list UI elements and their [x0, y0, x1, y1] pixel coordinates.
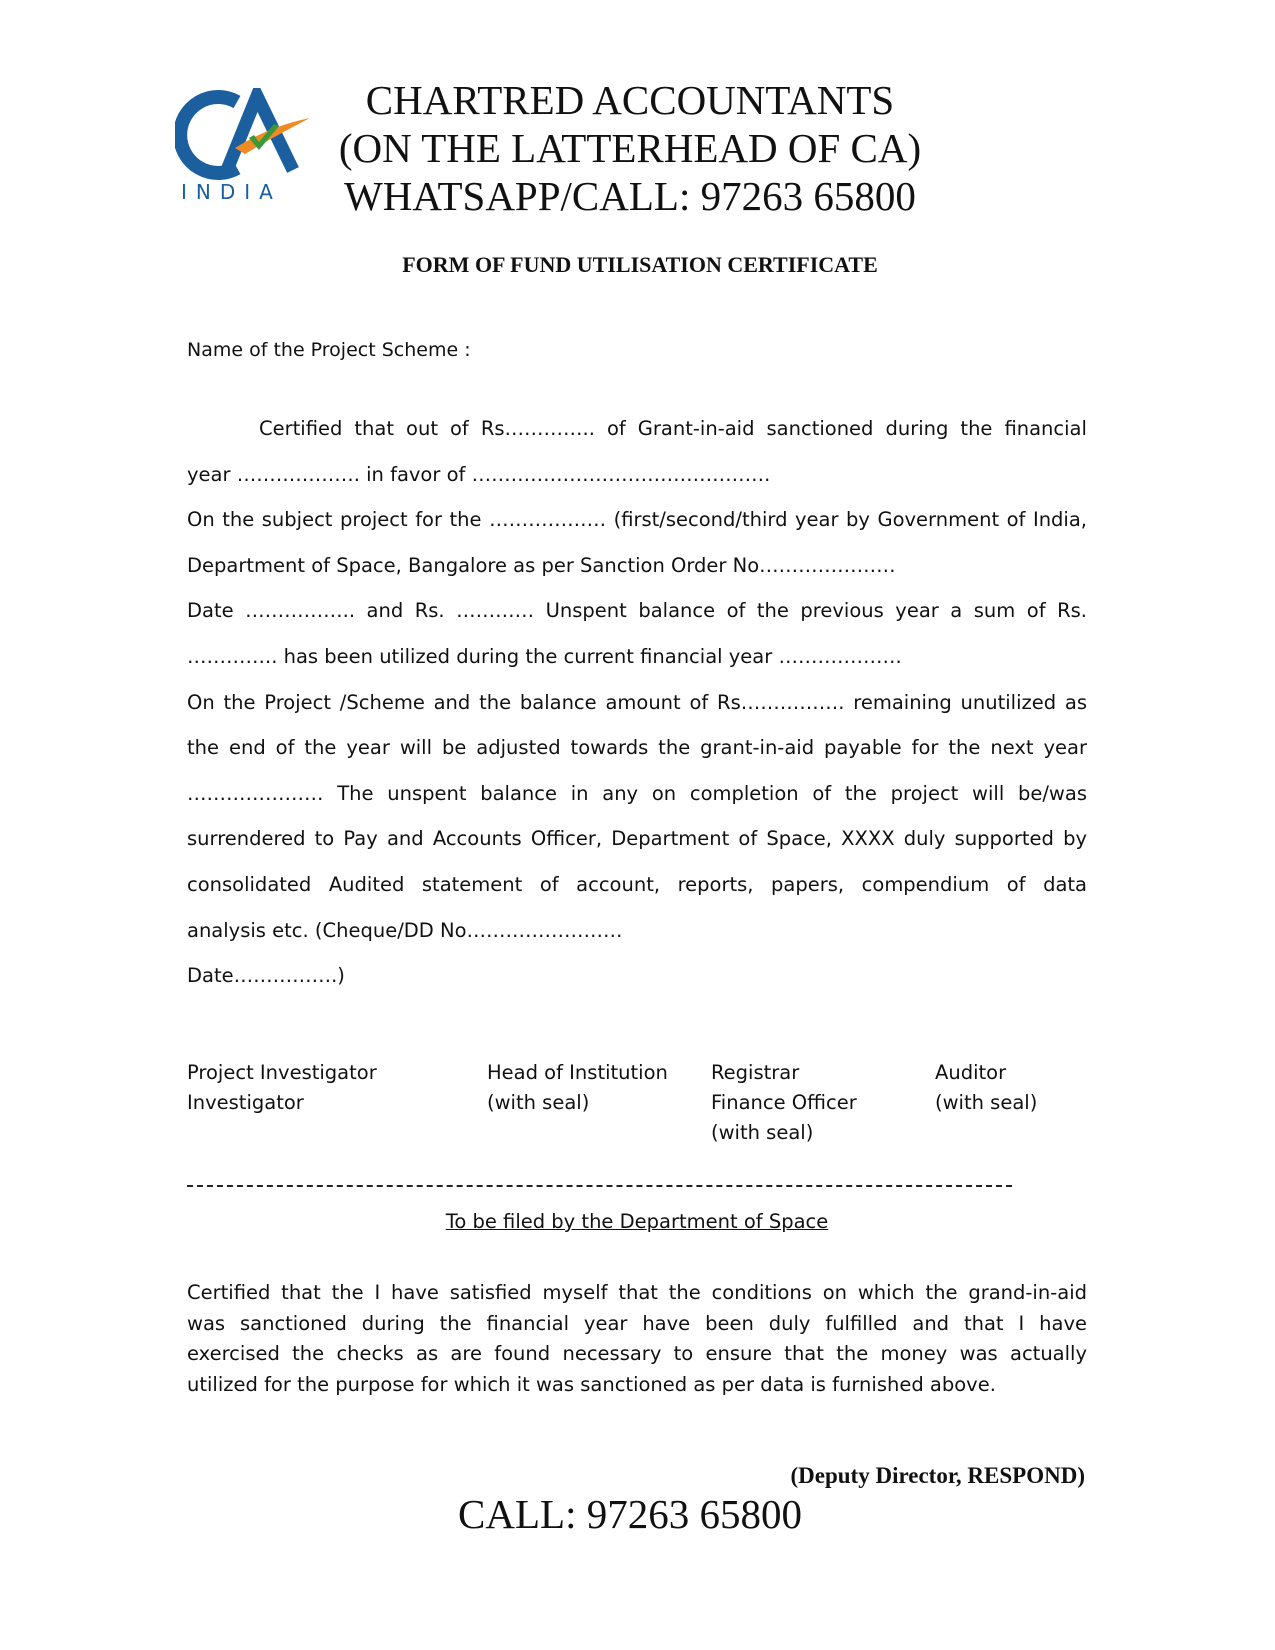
body-line-8: the end of the year will be adjusted towards the grant-in-aid payable for the next year	[187, 736, 1087, 760]
body-line-9: ………………… The unspent balance in any on completion of the project will be/was	[187, 781, 1087, 805]
signatory-auditor: Auditor (with seal)	[935, 1061, 1038, 1114]
signatory-project-investigator: Project Investigator Investigator	[187, 1061, 377, 1114]
form-title: FORM OF FUND UTILISATION CERTIFICATE	[402, 252, 878, 277]
body-line-11: consolidated Audited statement of account, reports, papers, compendium of data	[187, 872, 1087, 896]
signer-designation: (Deputy Director, RESPOND)	[790, 1463, 1085, 1488]
dept-heading	[187, 1208, 1087, 1236]
ca-india-logo	[175, 88, 315, 208]
body-line-12: analysis etc. (Cheque/DD No……………………	[187, 918, 623, 942]
body-line-13: Date…………….)	[187, 964, 345, 988]
dept-cert-line-1: Certified that the I have satisfied myself that the conditions on which the grand-in-aid	[187, 1281, 1087, 1304]
scheme-name-label: Name of the Project Scheme :	[187, 339, 471, 361]
dashed-divider	[187, 1185, 1012, 1187]
dept-cert-line-3: exercised the checks as are found necessary to ensure that the money was actually	[187, 1342, 1087, 1365]
letterhead-line-1: CHARTRED ACCOUNTANTS	[365, 77, 895, 123]
body-line-2: year ………………. in favor of ……………………………………….	[187, 462, 771, 486]
signatory-registrar: Registrar Finance Officer (with seal)	[711, 1061, 857, 1144]
dept-cert-line-2: was sanctioned during the financial year have been duly fulfilled and that I have	[187, 1311, 1087, 1335]
dept-cert-line-4: utilized for the purpose for which it was sanctioned as per data is furnished above.	[187, 1372, 996, 1396]
dept-certification	[187, 1278, 1087, 1400]
body-line-10: surrendered to Pay and Accounts Officer, Department of Space, XXXX duly supported by	[187, 827, 1087, 851]
ca-india-logo-icon	[175, 88, 315, 183]
certificate-body	[187, 406, 1087, 999]
letterhead-contact: WHATSAPP/CALL: 97263 65800	[344, 173, 916, 219]
body-line-3: On the subject project for the ……………… (first/second/third year by Government of India,	[187, 508, 1087, 532]
body-line-7: On the Project /Scheme and the balance amount of Rs……………. remaining unutilized as	[187, 690, 1087, 714]
body-line-6: ………….. has been utilized during the current financial year ……………….	[187, 644, 902, 668]
dept-heading-text: To be filed by the Department of Space	[445, 1210, 829, 1233]
body-line-5: Date …………….. and Rs. ………… Unspent balance of the previous year a sum of Rs.	[187, 599, 1087, 623]
footer-call: CALL: 97263 65800	[458, 1491, 802, 1537]
body-line-1: Certified that out of Rs………….. of Grant-in-aid sanctioned during the financial	[259, 417, 1087, 440]
letterhead-line-2: (ON THE LATTERHEAD OF CA)	[338, 125, 922, 171]
logo-india-text: INDIA	[181, 180, 282, 204]
body-line-4: Department of Space, Bangalore as per Sanction Order No…………………	[187, 553, 896, 577]
signatory-head-of-institution: Head of Institution (with seal)	[487, 1061, 668, 1114]
